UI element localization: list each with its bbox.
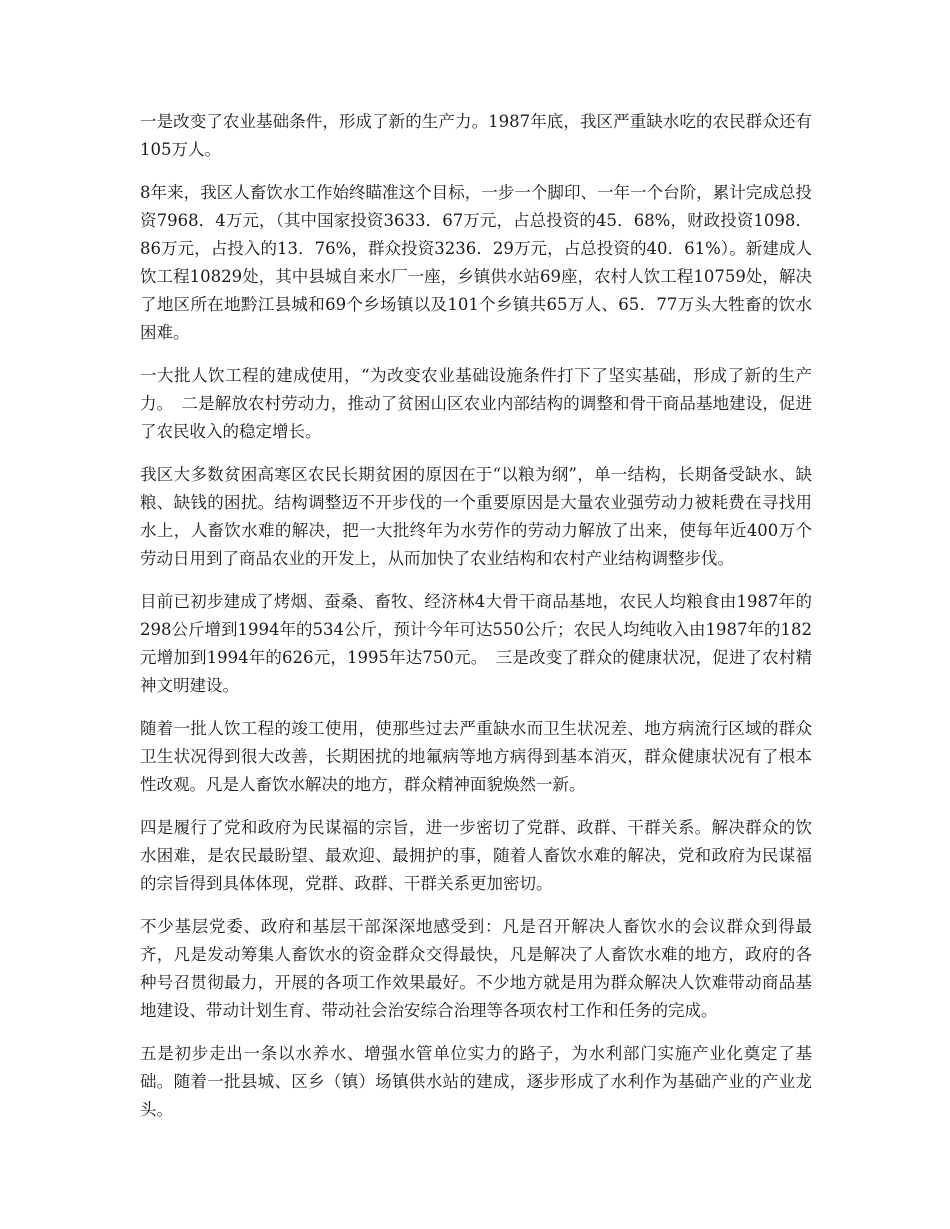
paragraph-6: 随着一批人饮工程的竣工使用，使那些过去严重缺水而卫生状况差、地方病流行区域的群众卫生状况得到很大改善，长期困扰的地氟病等地方病得到基本消灭，群众健康状况有了根本性改观。凡是人畜饮水解决的地方，群众精神面貌焕然一新。 (140, 719, 812, 794)
paragraph-2: 8年来，我区人畜饮水工作始终瞄准这个目标，一步一个脚印、一年一个台阶，累计完成总投资7968．4万元，（其中国家投资3633．67万元，占总投资的45．68%，财政投资1098．86万元，占投入的13．76%，群众投资3236．29万元，占总投资的40．61%）。新建成人饮工程10829处，其中县城自来水厂一座，乡镇供水站69座，农村人饮工程10759处，解决了地区所在地黔江县城和69个乡场镇以及101个乡镇共65万人、65．77万头大牲畜的饮水困难。 (140, 183, 812, 342)
paragraph-5: 目前已初步建成了烤烟、蚕桑、畜牧、经济林4大骨干商品基地，农民人均粮食由1987年的298公斤增到1994年的534公斤，预计今年可达550公斤；农民人均纯收入由1987年的182元增加到1994年的626元，1995年达750元。 三是改变了群众的健康状况，促进了农村精神文明建设。 (140, 592, 812, 695)
paragraph-7: 四是履行了党和政府为民谋福的宗旨，进一步密切了党群、政群、干群关系。解决群众的饮水困难，是农民最盼望、最欢迎、最拥护的事，随着人畜饮水难的解决，党和政府为民谋福的宗旨得到具体体现，党群、政群、干群关系更加密切。 (140, 818, 812, 893)
paragraph-1: 一是改变了农业基础条件，形成了新的生产力。1987年底，我区严重缺水吃的农民群众还有105万人。 (140, 112, 812, 159)
paragraph-9: 五是初步走出一条以水养水、增强水管单位实力的路子，为水利部门实施产业化奠定了基础。随着一批县城、区乡（镇）场镇供水站的建成，逐步形成了水利作为基础产业的产业龙头。 (140, 1044, 812, 1119)
document-body (140, 108, 812, 1139)
paragraph-4: 我区大多数贫困高寒区农民长期贫困的原因在于“以粮为纲”，单一结构，长期备受缺水、缺粮、缺钱的困扰。结构调整迈不开步伐的一个重要原因是大量农业强劳动力被耗费在寻找用水上，人畜饮水难的解决，把一大批终年为水劳作的劳动力解放了出来，使每年近400万个劳动日用到了商品农业的开发上，从而加快了农业结构和农村产业结构调整步伐。 (140, 465, 812, 568)
paragraph-3: 一大批人饮工程的建成使用，“为改变农业基础设施条件打下了坚实基础，形成了新的生产力。 二是解放农村劳动力，推动了贫困山区农业内部结构的调整和骨干商品基地建设，促进了农民收入的稳定增长。 (140, 366, 812, 441)
paragraph-8: 不少基层党委、政府和基层干部深深地感受到：凡是召开解决人畜饮水的会议群众到得最齐，凡是发动筹集人畜饮水的资金群众交得最快，凡是解决了人畜饮水难的地方，政府的各种号召贯彻最力，开展的各项工作效果最好。不少地方就是用为群众解决人饮难带动商品基地建设、带动计划生育、带动社会治安综合治理等各项农村工作和任务的完成。 (140, 917, 812, 1020)
